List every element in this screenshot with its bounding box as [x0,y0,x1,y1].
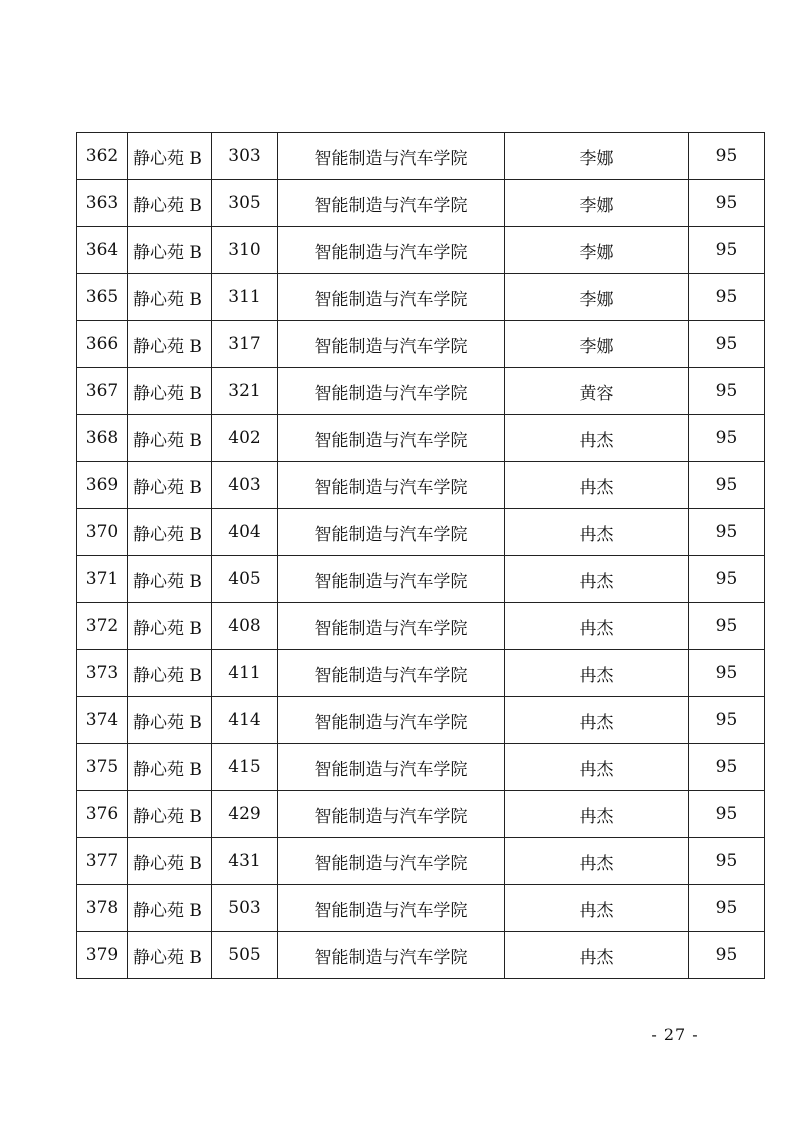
cell-number: 365 [77,274,128,321]
table-row [77,603,765,650]
cell-college: 智能制造与汽车学院 [278,697,505,744]
cell-college: 智能制造与汽车学院 [278,932,505,979]
table-row [77,509,765,556]
cell-room: 321 [212,368,278,415]
cell-building: 静心苑 B [128,227,212,274]
cell-building: 静心苑 B [128,133,212,180]
cell-name: 冉杰 [505,603,689,650]
cell-number: 363 [77,180,128,227]
cell-score: 95 [689,415,765,462]
cell-name: 冉杰 [505,885,689,932]
cell-number: 369 [77,462,128,509]
cell-score: 95 [689,321,765,368]
table-row [77,415,765,462]
cell-room: 305 [212,180,278,227]
cell-score: 95 [689,791,765,838]
cell-number: 372 [77,603,128,650]
table-row [77,133,765,180]
cell-name: 李娜 [505,274,689,321]
cell-score: 95 [689,556,765,603]
cell-building: 静心苑 B [128,838,212,885]
cell-score: 95 [689,133,765,180]
cell-score: 95 [689,368,765,415]
cell-room: 405 [212,556,278,603]
cell-room: 317 [212,321,278,368]
cell-number: 364 [77,227,128,274]
cell-room: 429 [212,791,278,838]
cell-score: 95 [689,838,765,885]
table-row [77,462,765,509]
cell-score: 95 [689,180,765,227]
cell-college: 智能制造与汽车学院 [278,415,505,462]
cell-room: 311 [212,274,278,321]
table-row [77,838,765,885]
cell-number: 367 [77,368,128,415]
cell-building: 静心苑 B [128,650,212,697]
cell-room: 408 [212,603,278,650]
cell-name: 冉杰 [505,791,689,838]
cell-name: 冉杰 [505,697,689,744]
cell-college: 智能制造与汽车学院 [278,227,505,274]
cell-number: 379 [77,932,128,979]
table-row [77,227,765,274]
cell-score: 95 [689,932,765,979]
cell-building: 静心苑 B [128,932,212,979]
cell-room: 503 [212,885,278,932]
cell-building: 静心苑 B [128,462,212,509]
cell-college: 智能制造与汽车学院 [278,274,505,321]
cell-number: 374 [77,697,128,744]
cell-college: 智能制造与汽车学院 [278,885,505,932]
cell-name: 冉杰 [505,415,689,462]
cell-room: 310 [212,227,278,274]
cell-name: 李娜 [505,180,689,227]
cell-college: 智能制造与汽车学院 [278,838,505,885]
cell-number: 373 [77,650,128,697]
cell-score: 95 [689,227,765,274]
cell-number: 376 [77,791,128,838]
cell-room: 505 [212,932,278,979]
cell-building: 静心苑 B [128,791,212,838]
cell-college: 智能制造与汽车学院 [278,133,505,180]
cell-building: 静心苑 B [128,274,212,321]
cell-building: 静心苑 B [128,697,212,744]
cell-number: 368 [77,415,128,462]
cell-college: 智能制造与汽车学院 [278,603,505,650]
table-row [77,744,765,791]
page-number: - 27 - [651,1025,699,1044]
cell-room: 402 [212,415,278,462]
cell-name: 冉杰 [505,932,689,979]
cell-score: 95 [689,509,765,556]
table-row [77,932,765,979]
cell-room: 414 [212,697,278,744]
cell-building: 静心苑 B [128,180,212,227]
cell-score: 95 [689,885,765,932]
table-row [77,885,765,932]
cell-room: 403 [212,462,278,509]
table-row [77,791,765,838]
cell-name: 冉杰 [505,650,689,697]
cell-college: 智能制造与汽车学院 [278,180,505,227]
table-row [77,368,765,415]
table-body [77,133,765,979]
cell-college: 智能制造与汽车学院 [278,509,505,556]
cell-college: 智能制造与汽车学院 [278,556,505,603]
cell-college: 智能制造与汽车学院 [278,744,505,791]
dormitory-score-table [76,132,764,979]
cell-college: 智能制造与汽车学院 [278,321,505,368]
cell-room: 431 [212,838,278,885]
cell-name: 冉杰 [505,838,689,885]
cell-score: 95 [689,603,765,650]
cell-room: 411 [212,650,278,697]
table-row [77,697,765,744]
cell-number: 375 [77,744,128,791]
cell-number: 370 [77,509,128,556]
cell-building: 静心苑 B [128,603,212,650]
cell-building: 静心苑 B [128,415,212,462]
cell-score: 95 [689,744,765,791]
table-row [77,274,765,321]
cell-score: 95 [689,650,765,697]
cell-building: 静心苑 B [128,744,212,791]
cell-building: 静心苑 B [128,321,212,368]
cell-number: 366 [77,321,128,368]
cell-building: 静心苑 B [128,368,212,415]
cell-name: 黄容 [505,368,689,415]
cell-building: 静心苑 B [128,556,212,603]
cell-college: 智能制造与汽车学院 [278,462,505,509]
cell-score: 95 [689,462,765,509]
table-row [77,321,765,368]
cell-number: 377 [77,838,128,885]
cell-college: 智能制造与汽车学院 [278,650,505,697]
cell-building: 静心苑 B [128,509,212,556]
cell-name: 冉杰 [505,509,689,556]
cell-college: 智能制造与汽车学院 [278,791,505,838]
cell-number: 378 [77,885,128,932]
cell-name: 冉杰 [505,556,689,603]
cell-room: 415 [212,744,278,791]
cell-number: 362 [77,133,128,180]
cell-name: 冉杰 [505,462,689,509]
cell-name: 李娜 [505,227,689,274]
table-row [77,556,765,603]
cell-building: 静心苑 B [128,885,212,932]
cell-name: 李娜 [505,321,689,368]
cell-college: 智能制造与汽车学院 [278,368,505,415]
cell-number: 371 [77,556,128,603]
cell-name: 李娜 [505,133,689,180]
cell-room: 303 [212,133,278,180]
score-table [76,132,765,979]
cell-score: 95 [689,274,765,321]
table-row [77,180,765,227]
cell-name: 冉杰 [505,744,689,791]
cell-room: 404 [212,509,278,556]
table-row [77,650,765,697]
cell-score: 95 [689,697,765,744]
